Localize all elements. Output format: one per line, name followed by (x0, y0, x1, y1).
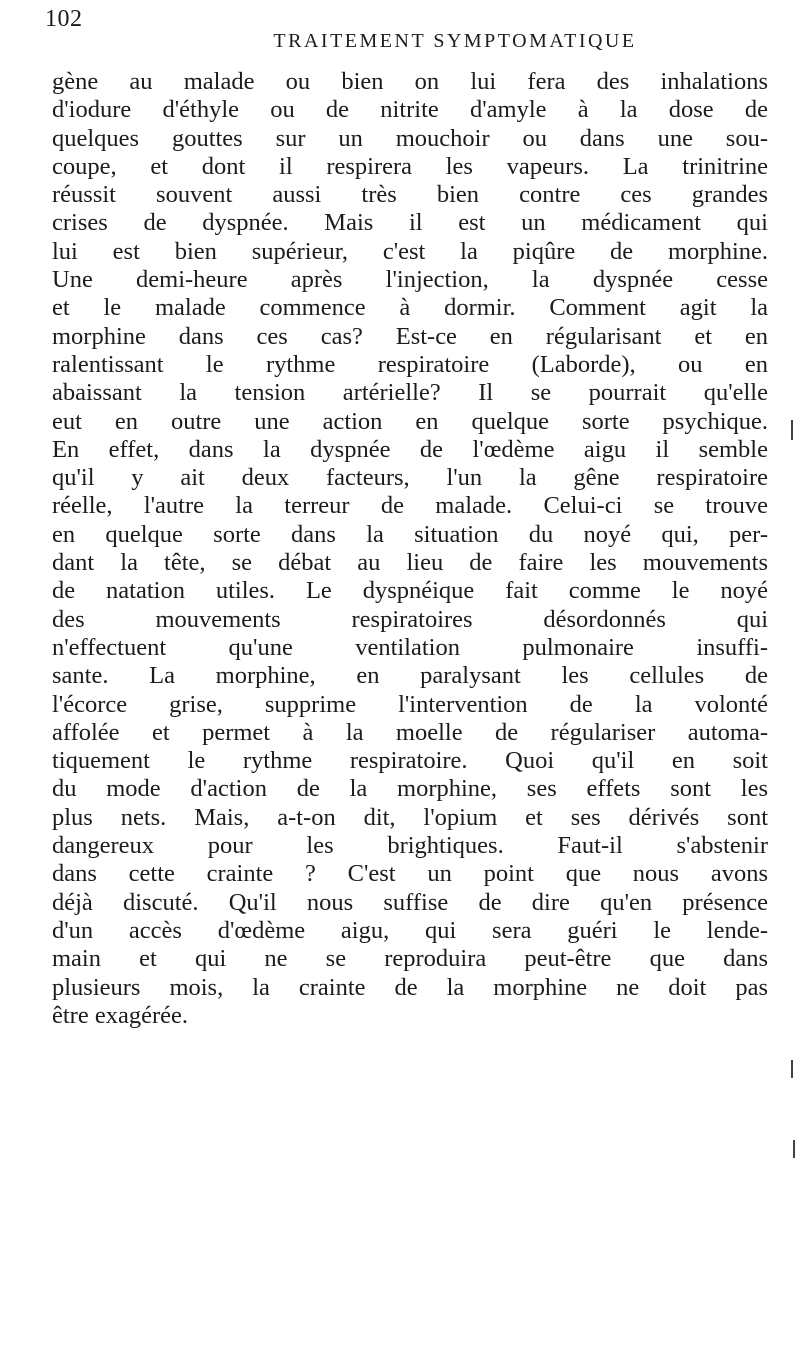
text-line: ralentissant le rythme respiratoire (Laborde), ou en (52, 350, 768, 378)
text-line: déjà discuté. Qu'il nous suffise de dire qu'en présence (52, 888, 768, 916)
text-line: lui est bien supérieur, c'est la piqûre de morphine. (52, 237, 768, 265)
text-line: du mode d'action de la morphine, ses effets sont les (52, 775, 768, 803)
margin-mark (791, 420, 793, 440)
text-line: plusieurs mois, la crainte de la morphine ne doit pas (52, 973, 768, 1001)
text-line: crises de dyspnée. Mais il est un médicament qui (52, 209, 768, 237)
text-line: d'iodure d'éthyle ou de nitrite d'amyle à la dose de (52, 96, 768, 124)
text-line: de natation utiles. Le dyspnéique fait comme le noyé (52, 577, 768, 605)
text-line: et le malade commence à dormir. Comment agit la (52, 294, 768, 322)
text-line: En effet, dans la dyspnée de l'œdème aigu il semble (52, 435, 768, 463)
text-line: n'effectuent qu'une ventilation pulmonaire insuffi- (52, 633, 768, 661)
text-line: quelques gouttes sur un mouchoir ou dans une sou- (52, 124, 768, 152)
text-line: réelle, l'autre la terreur de malade. Celui-ci se trouve (52, 492, 768, 520)
text-line: abaissant la tension artérielle? Il se pourrait qu'elle (52, 379, 768, 407)
text-line: dant la tête, se débat au lieu de faire les mouvements (52, 549, 768, 577)
text-line: qu'il y ait deux facteurs, l'un la gêne respiratoire (52, 464, 768, 492)
text-line: dangereux pour les brightiques. Faut-il s'abstenir (52, 832, 768, 860)
text-line: dans cette crainte ? C'est un point que nous avons (52, 860, 768, 888)
text-line: sante. La morphine, en paralysant les cellules de (52, 662, 768, 690)
text-line: tiquement le rythme respiratoire. Quoi qu'il en soit (52, 747, 768, 775)
margin-mark (793, 1140, 795, 1158)
text-line: eut en outre une action en quelque sorte psychique. (52, 407, 768, 435)
text-line: d'un accès d'œdème aigu, qui sera guéri le lende- (52, 916, 768, 944)
running-head: TRAITEMENT SYMPTOMATIQUE (273, 30, 637, 52)
text-line: plus nets. Mais, a-t-on dit, l'opium et ses dérivés sont (52, 803, 768, 831)
page-number: 102 (45, 6, 83, 32)
text-line: main et qui ne se reproduira peut-être que dans (52, 945, 768, 973)
text-line: affolée et permet à la moelle de régulariser automa- (52, 718, 768, 746)
text-line: réussit souvent aussi très bien contre ces grandes (52, 181, 768, 209)
text-line: des mouvements respiratoires désordonnés qui (52, 605, 768, 633)
text-line: coupe, et dont il respirera les vapeurs. La trinitrine (52, 152, 768, 180)
text-line: Une demi-heure après l'injection, la dyspnée cesse (52, 266, 768, 294)
text-line: l'écorce grise, supprime l'intervention de la volonté (52, 690, 768, 718)
text-line: être exagérée. (52, 1001, 188, 1029)
text-line: morphine dans ces cas? Est-ce en régularisant et en (52, 322, 768, 350)
margin-mark (791, 1060, 793, 1078)
text-line: en quelque sorte dans la situation du noyé qui, per- (52, 520, 768, 548)
body-text (52, 68, 768, 1030)
text-line: gène au malade ou bien on lui fera des inhalations (52, 68, 768, 95)
